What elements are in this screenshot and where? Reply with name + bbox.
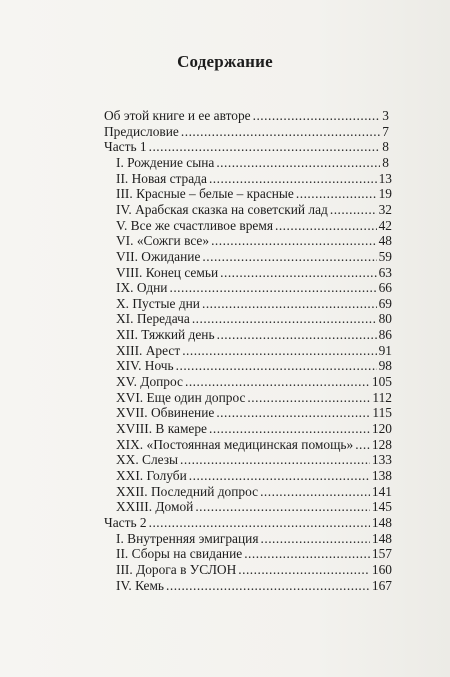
dot-leader — [209, 421, 370, 437]
toc-entry-page-number: 32 — [378, 201, 392, 217]
toc-entry-title: XVI. Еще один допрос — [116, 389, 246, 405]
toc-entry-title: IV. Кемь — [116, 577, 165, 593]
dot-leader — [180, 452, 370, 468]
dot-leader — [296, 186, 377, 202]
toc-entry-title: VIII. Конец семьи — [116, 264, 219, 280]
toc-entry — [116, 358, 392, 374]
toc-entry — [104, 108, 389, 124]
toc-entry-title: III. Дорога в УСЛОН — [116, 561, 237, 577]
dot-leader — [169, 280, 376, 296]
toc-entry — [116, 452, 392, 468]
toc-entry-page-number: 148 — [371, 530, 392, 546]
toc-entry-page-number: 69 — [378, 295, 392, 311]
toc-entry-title: Часть 2 — [104, 514, 147, 530]
toc-entry-title: I. Внутренняя эмиграция — [116, 530, 259, 546]
toc-entry-title: Об этой книге и ее авторе — [104, 108, 251, 123]
toc-entry — [104, 124, 389, 140]
toc-entry-title: III. Красные – белые – красные — [116, 186, 294, 202]
toc-entry-page-number: 13 — [378, 170, 392, 186]
toc-entry-page-number: 128 — [371, 436, 392, 452]
toc-entry-page-number: 8 — [382, 139, 389, 155]
dot-leader — [195, 499, 370, 515]
toc-entry-page-number: 157 — [371, 546, 392, 562]
toc-entry — [116, 374, 392, 390]
dot-leader — [185, 374, 370, 390]
toc-entry-title: XIX. «Постоянная медицинская помощь» — [116, 436, 354, 452]
toc-entry-title: XVII. Обвинение — [116, 405, 215, 421]
toc-entry-page-number: 3 — [382, 108, 389, 123]
toc-entry-page-number: 42 — [378, 217, 392, 233]
toc-entry — [116, 437, 392, 453]
toc-entry-title: Предисловие — [104, 123, 179, 139]
toc-entry-page-number: 115 — [372, 405, 392, 421]
toc-entry — [104, 515, 392, 531]
toc-entry-title: I. Рождение сына — [116, 154, 215, 170]
toc-entry-page-number: 66 — [378, 280, 392, 296]
toc-entry — [116, 218, 392, 234]
toc-entry-page-number: 138 — [371, 467, 392, 483]
dot-leader — [216, 405, 370, 421]
toc-entry — [116, 171, 392, 187]
toc-entry-title: XII. Тяжкий день — [116, 327, 215, 343]
dot-leader — [211, 233, 377, 249]
toc-entry — [116, 233, 392, 249]
dot-leader — [202, 249, 376, 265]
toc-entry-page-number: 98 — [378, 358, 392, 374]
toc-entry — [116, 499, 392, 515]
toc-entry-title: X. Пустые дни — [116, 295, 200, 311]
toc-entry — [116, 186, 392, 202]
toc-entry-title: IV. Арабская сказка на советский лад — [116, 201, 328, 217]
dot-leader — [253, 108, 381, 124]
toc-entry-page-number: 80 — [378, 311, 392, 327]
page-title: Содержание — [177, 52, 273, 71]
dot-leader — [176, 358, 377, 374]
toc-entry-title: XIII. Арест — [116, 342, 181, 358]
toc-entry-page-number: 8 — [382, 154, 389, 170]
toc-entry-title: IX. Одни — [116, 280, 168, 296]
toc-entry-page-number: 105 — [371, 374, 392, 390]
toc-entry — [116, 531, 392, 547]
dot-leader — [192, 311, 377, 327]
toc-entry-page-number: 91 — [378, 342, 392, 358]
toc-entry — [116, 296, 392, 312]
dot-leader — [330, 202, 377, 218]
dot-leader — [166, 578, 370, 594]
dot-leader — [260, 484, 370, 500]
dot-leader — [149, 515, 370, 531]
toc-entry — [116, 546, 392, 562]
toc-entry — [104, 139, 389, 155]
dot-leader — [217, 327, 377, 343]
dot-leader — [355, 437, 370, 453]
toc-entry-title: XV. Допрос — [116, 374, 183, 390]
dot-leader — [189, 468, 370, 484]
toc-entry-title: XXII. Последний допрос — [116, 483, 259, 499]
dot-leader — [220, 265, 376, 281]
toc-entry-title: VII. Ожидание — [116, 248, 201, 264]
toc-entry — [116, 202, 392, 218]
toc-entry-page-number: 59 — [378, 248, 392, 264]
toc-entry-title: XIV. Ночь — [116, 358, 174, 374]
toc-entry-page-number: 120 — [371, 421, 392, 436]
toc-entry-page-number: 141 — [371, 483, 392, 499]
toc-entry — [116, 421, 392, 437]
dot-leader — [216, 155, 380, 171]
dot-leader — [244, 546, 370, 562]
toc-entry — [116, 327, 392, 343]
toc-entry-title: Часть 1 — [104, 139, 147, 155]
toc-entry-page-number: 145 — [371, 499, 392, 515]
toc-entry-page-number: 133 — [371, 452, 392, 468]
toc-entry-page-number: 160 — [371, 561, 392, 577]
toc-entry-title: XVIII. В камере — [116, 421, 207, 436]
toc-entry — [116, 578, 392, 594]
toc-entry — [116, 562, 392, 578]
toc-entry — [116, 484, 392, 500]
toc-entry-title: XX. Слезы — [116, 452, 179, 468]
toc-entry-page-number: 112 — [372, 389, 392, 405]
toc-entry-title: II. Новая страда — [116, 170, 207, 186]
dot-leader — [202, 296, 377, 312]
toc-entry — [116, 390, 392, 406]
toc-entry-title: XI. Передача — [116, 311, 190, 327]
dot-leader — [149, 139, 381, 155]
toc-entry — [116, 280, 392, 296]
dot-leader — [261, 531, 370, 547]
toc-entry-title: XXI. Голуби — [116, 467, 187, 483]
toc-entry — [116, 343, 392, 359]
toc-entry-page-number: 19 — [378, 186, 392, 202]
toc-entry — [116, 405, 392, 421]
toc-entry — [116, 249, 392, 265]
toc-entry-title: V. Все же счастливое время — [116, 217, 273, 233]
toc-entry — [116, 468, 392, 484]
dot-leader — [247, 390, 370, 406]
dot-leader — [181, 124, 380, 140]
toc-entry-page-number: 7 — [382, 123, 389, 139]
toc-entry-page-number: 63 — [378, 264, 392, 280]
toc-entry-page-number: 148 — [371, 514, 392, 530]
toc-entry-title: XXIII. Домой — [116, 499, 194, 515]
toc-entry — [116, 265, 392, 281]
toc-entry — [116, 311, 392, 327]
dot-leader — [275, 218, 377, 234]
toc-entry-title: VI. «Сожги все» — [116, 233, 210, 249]
toc-entry-page-number: 86 — [378, 327, 392, 343]
toc-entry-page-number: 167 — [371, 577, 392, 593]
dot-leader — [182, 343, 376, 359]
toc-entry — [116, 155, 389, 171]
dot-leader — [209, 171, 377, 187]
toc-entry-title: II. Сборы на свидание — [116, 546, 243, 562]
dot-leader — [238, 562, 370, 578]
toc-entry-page-number: 48 — [378, 233, 392, 249]
